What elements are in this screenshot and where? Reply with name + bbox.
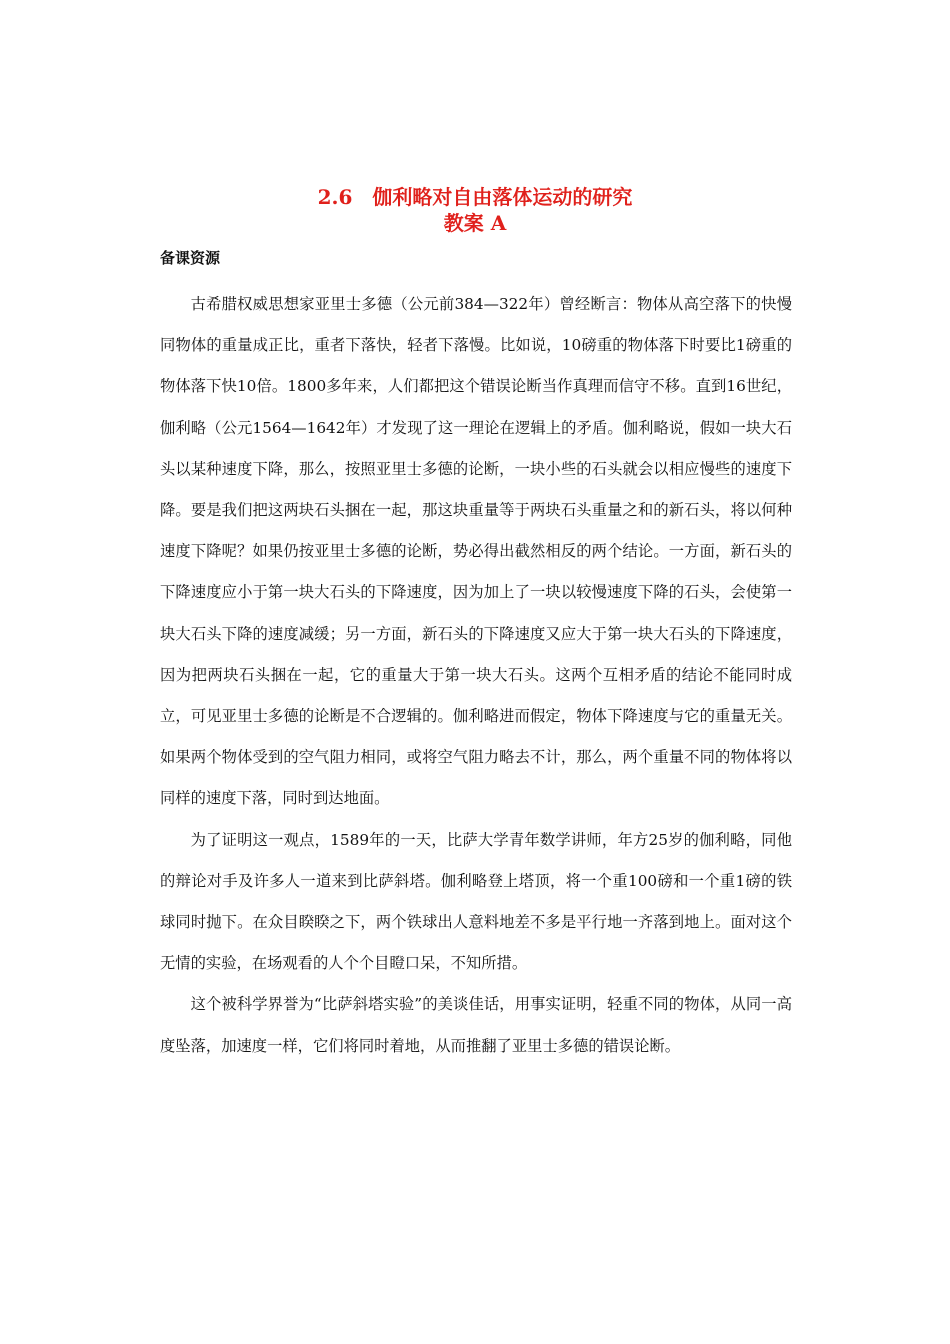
document-title (0, 184, 950, 236)
paragraph-2: 为了证明这一观点，1589年的一天，比萨大学青年数学讲师，年方25岁的伽利略，同他的辩论对手及许多人一道来到比萨斜塔。伽利略登上塔顶，将一个重100磅和一个重1磅的铁球同时抛下。在众目睽睽之下，两个铁球出人意料地差不多是平行地一齐落到地上。面对这个无情的实验，在场观看的人个个目瞪口呆，不知所措。 (160, 830, 792, 973)
section-heading: 备课资源 (160, 249, 221, 267)
body-text (160, 284, 792, 1067)
paragraph-1: 古希腊权威思想家亚里士多德（公元前384—322年）曾经断言：物体从高空落下的快慢同物体的重量成正比，重者下落快，轻者下落慢。比如说，10磅重的物体落下时要比1磅重的物体落下快10倍。1800多年来，人们都把这个错误论断当作真理而信守不移。直到16世纪，伽利略（公元1564—1642年）才发现了这一理论在逻辑上的矛盾。伽利略说，假如一块大石头以某种速度下降，那么，按照亚里士多德的论断，一块小些的石头就会以相应慢些的速度下降。要是我们把这两块石头捆在一起，那这块重量等于两块石头重量之和的新石头，将以何种速度下降呢？如果仍按亚里士多德的论断，势必得出截然相反的两个结论。一方面，新石头的下降速度应小于第一块大石头的下降速度，因为加上了一块以较慢速度下降的石头，会使第一块大石头下降的速度减缓；另一方面，新石头的下降速度又应大于第一块大石头的下降速度，因为把两块石头捆在一起，它的重量大于第一块大石头。这两个互相矛盾的结论不能同时成立，可见亚里士多德的论断是不合逻辑的。伽利略进而假定，物体下降速度与它的重量无关。如果两个物体受到的空气阻力相同，或将空气阻力略去不计，那么，两个重量不同的物体将以同样的速度下落，同时到达地面。 (160, 295, 792, 808)
paragraph-3: 这个被科学界誉为“比萨斜塔实验”的美谈佳话，用事实证明，轻重不同的物体，从同一高度坠落，加速度一样，它们将同时着地，从而推翻了亚里士多德的错误论断。 (160, 995, 792, 1055)
title-line-main: 2.6 伽利略对自由落体运动的研究 (317, 185, 633, 209)
title-line-sub: 教案 A (443, 211, 507, 235)
